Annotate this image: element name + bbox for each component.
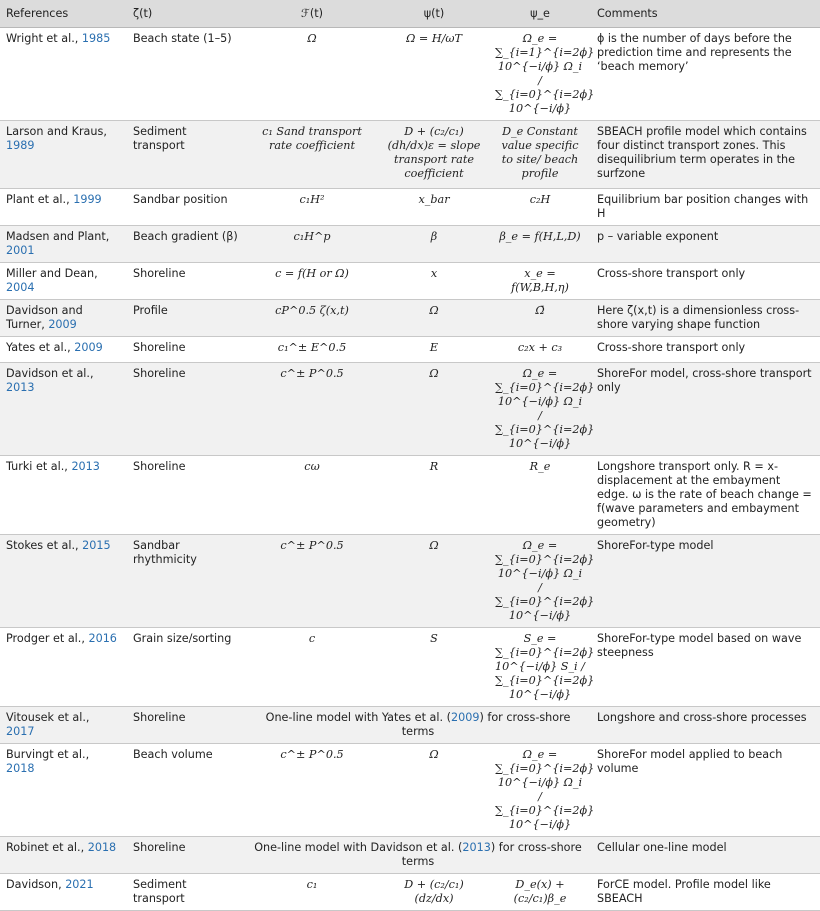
zeta-value: Shoreline	[133, 267, 186, 280]
comment-text: ForCE model. Profile model like SBEACH	[597, 878, 771, 905]
psi-cell	[379, 189, 489, 226]
psi-cell	[379, 628, 489, 707]
psi-value: β	[430, 230, 438, 243]
reference-cell	[0, 707, 127, 744]
table-row	[0, 263, 820, 300]
F-cell	[245, 628, 379, 707]
comment-cell	[591, 226, 820, 263]
table-row	[0, 226, 820, 263]
span-text: One-line model with Yates et al. (	[265, 711, 451, 724]
psi-e-cell	[489, 535, 595, 628]
zeta-cell	[127, 744, 245, 837]
psi-e-cell	[489, 874, 591, 911]
reference-year-link[interactable]: 2016	[88, 632, 117, 645]
psi-e-value: R_e	[529, 460, 551, 473]
psi-cell	[379, 226, 489, 263]
reference-authors: Larson and Kraus,	[6, 125, 107, 138]
zeta-value: Sediment transport	[133, 125, 187, 152]
zeta-cell	[127, 535, 245, 628]
psi-e-value: Ω_e = ∑_{i=0}^{i=2ϕ} 10^{−i/ϕ} Ω_i / ∑_{i=0}^{i=2ϕ} 10^{−i/ϕ}	[495, 539, 595, 622]
comment-text: SBEACH profile model which contains four distinct transport zones. This disequilibrium term operates in the surfzone	[597, 125, 807, 180]
reference-year-link[interactable]: 2013	[71, 460, 100, 473]
reference-authors: Wright et al.,	[6, 32, 82, 45]
psi-value: Ω = H/ωT	[406, 32, 462, 45]
psi-cell	[379, 337, 489, 363]
comment-text: Cross-shore transport only	[597, 267, 746, 280]
zeta-value: Profile	[133, 304, 168, 317]
reference-year-link[interactable]: 2015	[82, 539, 111, 552]
psi-value: R	[429, 460, 439, 473]
table-row	[0, 707, 820, 744]
zeta-cell	[127, 874, 245, 911]
zeta-value: Beach volume	[133, 748, 213, 761]
F-value: c₁H²	[299, 193, 325, 206]
psi-e-value: Ω̄	[535, 304, 545, 317]
reference-authors: Stokes et al.,	[6, 539, 83, 552]
psi-value: x_bar	[418, 193, 450, 206]
psi-e-value: c₂H	[529, 193, 551, 206]
reference-cell	[0, 628, 127, 707]
psi-value: E	[429, 341, 439, 354]
comment-cell	[591, 189, 820, 226]
F-value: c^± P^0.5	[280, 748, 344, 761]
zeta-cell	[127, 363, 245, 456]
zeta-value: Beach gradient (β)	[133, 230, 238, 243]
header-psi-e: ψ_e	[489, 0, 591, 28]
table-row	[0, 874, 820, 911]
reference-authors: Davidson et al.,	[6, 367, 94, 380]
reference-cell	[0, 535, 127, 628]
reference-authors: Prodger et al.,	[6, 632, 89, 645]
header-F: ℱ(t)	[245, 0, 379, 28]
table-row	[0, 456, 820, 535]
reference-authors: Davidson and Turner,	[6, 304, 83, 331]
comment-cell	[591, 744, 820, 837]
zeta-value: Sediment transport	[133, 878, 187, 905]
comment-text: Here ζ(x,t) is a dimensionless cross-shore varying shape function	[597, 304, 800, 331]
reference-cell	[0, 28, 127, 121]
reference-year-link[interactable]: 2013	[6, 381, 35, 394]
zeta-cell	[127, 189, 245, 226]
psi-e-cell	[489, 363, 595, 456]
psi-e-value: Ω_e = ∑_{i=1}^{i=2ϕ} 10^{−i/ϕ} Ω_i / ∑_{i=0}^{i=2ϕ} 10^{−i/ϕ}	[495, 32, 595, 115]
comment-cell	[591, 707, 820, 744]
psi-cell	[379, 300, 489, 337]
F-value: cω	[304, 460, 320, 473]
reference-cell	[0, 874, 127, 911]
span-tail: ) for cross-shore terms	[401, 841, 582, 868]
F-cell	[245, 456, 379, 535]
comment-text: Longshore and cross-shore processes	[597, 711, 807, 724]
span-year-link[interactable]: 2013	[462, 841, 491, 854]
comment-cell	[591, 337, 820, 363]
F-value: cP^0.5 ζ(x,t)	[275, 304, 349, 317]
psi-e-cell	[489, 456, 591, 535]
psi-e-cell	[489, 263, 591, 300]
reference-year-link[interactable]: 2018	[87, 841, 117, 854]
comment-text: p – variable exponent	[597, 230, 719, 243]
reference-authors: Yates et al.,	[6, 341, 75, 354]
reference-authors: Turki et al.,	[6, 460, 72, 473]
psi-e-value: x_e = f(W,B,H,η)	[511, 267, 569, 294]
F-value: Ω	[307, 32, 317, 45]
psi-e-value: S_e = ∑_{i=0}^{i=2ϕ} 10^{−i/ϕ} S_i / ∑_{i=0}^{i=2ϕ} 10^{−i/ϕ}	[495, 632, 595, 701]
psi-e-cell	[489, 337, 591, 363]
reference-authors: Plant et al.,	[6, 193, 74, 206]
psi-e-value: β_e = f(H,L,D)	[499, 230, 581, 243]
table-row	[0, 121, 820, 189]
span-cell	[245, 707, 591, 744]
table-row	[0, 628, 820, 707]
span-year-link[interactable]: 2009	[450, 711, 480, 724]
psi-value: S	[430, 632, 438, 645]
F-cell	[245, 337, 379, 363]
comment-text: ϕ is the number of days before the prediction time and represents the ‘beach memory’	[597, 32, 792, 73]
reference-year-link[interactable]: 2009	[74, 341, 103, 354]
reference-authors: Madsen and Plant,	[6, 230, 110, 243]
psi-cell	[379, 874, 489, 911]
psi-e-cell	[489, 226, 591, 263]
psi-e-cell	[489, 300, 591, 337]
zeta-value: Beach state (1–5)	[133, 32, 232, 45]
comment-cell	[591, 456, 820, 535]
psi-value: x	[430, 267, 438, 280]
F-cell	[245, 874, 379, 911]
comment-cell	[591, 628, 820, 707]
zeta-value: Shoreline	[133, 841, 186, 854]
table-row	[0, 300, 820, 337]
zeta-value: Shoreline	[133, 341, 186, 354]
F-value: c₁H^p	[293, 230, 331, 243]
F-value: c	[308, 632, 316, 645]
header-zeta: ζ(t)	[127, 0, 245, 28]
comment-text: ShoreFor model applied to beach volume	[597, 748, 783, 775]
F-value: c₁^± E^0.5	[277, 341, 347, 354]
F-cell	[245, 363, 379, 456]
comment-cell	[591, 28, 820, 121]
reference-cell	[0, 337, 127, 363]
comment-text: ShoreFor-type model based on wave steepness	[597, 632, 802, 659]
comment-text: Equilibrium bar position changes with H	[597, 193, 809, 220]
reference-cell	[0, 263, 127, 300]
psi-e-value: Ω_e = ∑_{i=0}^{i=2ϕ} 10^{−i/ϕ} Ω_i / ∑_{i=0}^{i=2ϕ} 10^{−i/ϕ}	[495, 748, 595, 831]
comment-cell	[591, 874, 820, 911]
F-value: c^± P^0.5	[280, 539, 344, 552]
reference-cell	[0, 300, 127, 337]
reference-year-link[interactable]: 1999	[73, 193, 102, 206]
zeta-value: Shoreline	[133, 460, 186, 473]
reference-cell	[0, 837, 127, 874]
F-cell	[245, 226, 379, 263]
reference-year-link[interactable]: 1989	[6, 139, 35, 152]
psi-e-cell	[489, 744, 595, 837]
comment-cell	[591, 263, 820, 300]
psi-e-cell	[489, 28, 595, 121]
F-value: c = f(H or Ω)	[275, 267, 349, 280]
psi-e-value: c₂x + c₃	[517, 341, 563, 354]
header-row	[0, 0, 820, 28]
reference-year-link[interactable]: 2009	[48, 318, 77, 331]
comment-text: Cellular one-line model	[597, 841, 727, 854]
reference-authors: Davidson,	[6, 878, 66, 891]
psi-cell	[379, 456, 489, 535]
F-cell	[245, 189, 379, 226]
table-row	[0, 363, 820, 456]
F-cell	[245, 121, 379, 189]
comment-cell	[591, 363, 820, 456]
psi-value: D + (c₂/c₁)(dz/dx)	[404, 878, 464, 905]
zeta-cell	[127, 263, 245, 300]
zeta-cell	[127, 28, 245, 121]
zeta-cell	[127, 628, 245, 707]
zeta-value: Sandbar rhythmicity	[133, 539, 197, 566]
table-row	[0, 535, 820, 628]
zeta-value: Sandbar position	[133, 193, 228, 206]
zeta-value: Shoreline	[133, 711, 186, 724]
psi-value: Ω	[429, 367, 439, 380]
zeta-cell	[127, 121, 245, 189]
reference-authors: Burvingt et al.,	[6, 748, 90, 761]
comment-cell	[591, 300, 820, 337]
reference-cell	[0, 189, 127, 226]
F-cell	[245, 263, 379, 300]
span-cell	[245, 837, 591, 874]
psi-value: Ω	[429, 304, 439, 317]
reference-cell	[0, 121, 127, 189]
reference-authors: Miller and Dean,	[6, 267, 98, 280]
zeta-value: Grain size/sorting	[133, 632, 232, 645]
psi-cell	[379, 363, 489, 456]
comment-text: Cross-shore transport only	[597, 341, 746, 354]
reference-cell	[0, 363, 127, 456]
reference-year-link[interactable]: 2004	[6, 281, 35, 294]
psi-cell	[379, 744, 489, 837]
psi-e-cell	[489, 189, 591, 226]
reference-authors: Robinet et al.,	[6, 841, 88, 854]
F-cell	[245, 300, 379, 337]
reference-cell	[0, 226, 127, 263]
F-cell	[245, 535, 379, 628]
psi-value: Ω	[429, 539, 439, 552]
comment-cell	[591, 535, 820, 628]
F-cell	[245, 28, 379, 121]
reference-year-link[interactable]: 1985	[81, 32, 111, 45]
table-row	[0, 28, 820, 121]
psi-cell	[379, 535, 489, 628]
psi-cell	[379, 28, 489, 121]
zeta-cell	[127, 337, 245, 363]
zeta-cell	[127, 837, 245, 874]
reference-year-link[interactable]: 2021	[65, 878, 94, 891]
comment-text: ShoreFor-type model	[597, 539, 714, 552]
zeta-cell	[127, 456, 245, 535]
psi-e-cell	[489, 628, 595, 707]
span-tail: ) for cross-shore terms	[401, 711, 571, 738]
comment-text: ShoreFor model, cross-shore transport only	[597, 367, 812, 394]
zeta-cell	[127, 707, 245, 744]
psi-e-value: Ω_e = ∑_{i=0}^{i=2ϕ} 10^{−i/ϕ} Ω_i / ∑_{i=0}^{i=2ϕ} 10^{−i/ϕ}	[495, 367, 595, 450]
psi-value: D + (c₂/c₁)(dh/dx)ε = slope transport rate coefficient	[387, 125, 481, 180]
comment-cell	[591, 837, 820, 874]
F-value: c₁	[306, 878, 318, 891]
zeta-value: Shoreline	[133, 367, 186, 380]
psi-value: Ω	[429, 748, 439, 761]
table-row	[0, 189, 820, 226]
F-value: c₁ Sand transport rate coefficient	[262, 125, 362, 152]
psi-cell	[379, 263, 489, 300]
reference-year-link[interactable]: 2001	[6, 244, 35, 257]
header-references: References	[0, 0, 127, 28]
psi-cell	[379, 121, 489, 189]
reference-authors: Vitousek et al.,	[6, 711, 90, 724]
psi-e-value: D_e Constant value specific to site/ beach profile	[501, 125, 579, 180]
zeta-cell	[127, 226, 245, 263]
table-row	[0, 744, 820, 837]
table-row	[0, 837, 820, 874]
header-comments: Comments	[591, 0, 820, 28]
F-cell	[245, 744, 379, 837]
comment-text: Longshore transport only. R = x-displacement at the embayment edge. ω is the rate of beach change = f(wave parameters and embayment geometry)	[597, 460, 812, 529]
reference-cell	[0, 456, 127, 535]
zeta-cell	[127, 300, 245, 337]
comment-cell	[591, 121, 820, 189]
header-psi: ψ(t)	[379, 0, 489, 28]
F-value: c^± P^0.5	[280, 367, 344, 380]
reference-cell	[0, 744, 127, 837]
span-text: One-line model with Davidson et al. (	[254, 841, 463, 854]
table-row	[0, 337, 820, 363]
psi-e-value: D_e(x) + (c₂/c₁)β_e	[513, 878, 567, 905]
reference-year-link[interactable]: 2018	[6, 762, 35, 775]
reference-year-link[interactable]: 2017	[6, 725, 35, 738]
psi-e-cell	[489, 121, 591, 189]
